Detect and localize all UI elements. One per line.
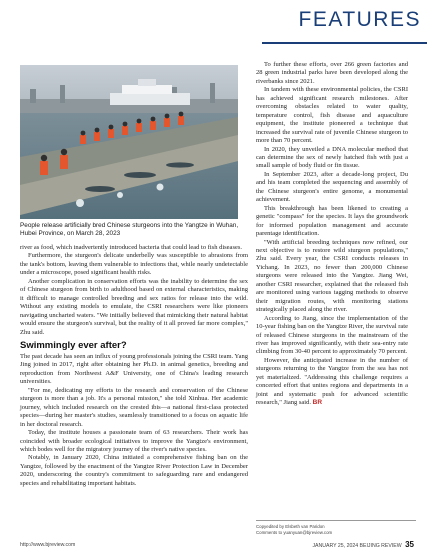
paragraph: The past decade has seen an influx of young professionals joining the CSRI team. Yang Jing joined in 2017, right after obtaining her Ph.D. in animal genetics, breeding and reproduction from Northwest A&F University, one of China's leading research universities. bbox=[20, 352, 248, 386]
page-number: 35 bbox=[405, 540, 414, 549]
comments-contact: Comments to yuanyuan@bjreview.com bbox=[256, 530, 333, 535]
photo-illustration bbox=[20, 65, 238, 219]
issue-label: JANUARY 25, 2024 BEIJING REVIEW bbox=[312, 543, 402, 549]
paragraph: Furthermore, the sturgeon's delicate underbelly was susceptible to abrasions from the tank's bottom, leaving them vulnerable to infections that, while nearly undetectable under a microscope, posed significant health risks. bbox=[20, 252, 248, 277]
article-column-left bbox=[20, 244, 248, 488]
paragraph: According to Jiang, since the implementation of the 10-year fishing ban on the Yangtze River, the survival rate of released Chinese sturgeons in the mainstream of the river has improved significantly, with their sea-entry rate climbing from 30-40 percent to approximately 70 percent. bbox=[256, 314, 408, 356]
paragraph: To further these efforts, over 266 green factories and 28 green industrial parks have been developed along the riverbanks since 2021. bbox=[256, 61, 408, 85]
section-title: FEATURES bbox=[298, 8, 421, 31]
paragraph: This breakthrough has been likened to creating a genetic "compass" for the species. It lays the groundwork for informed population management and accurate parentage identification. bbox=[256, 204, 408, 238]
paragraph: In 2020, they unveiled a DNA molecular method that can determine the sex of newly hatched fish with just a small sample of body fluid or fin tissue. bbox=[256, 145, 408, 170]
section-header-band bbox=[262, 0, 427, 44]
paragraph-text: However, the anticipated increase in the number of sturgeons returning to the Yangtze from the sea has not yet materialized. "Addressing this challenge requires a concerted effort that unites regions and departments in a joint and systematic push for advanced scientific research," Jiang said. bbox=[256, 356, 408, 407]
paragraph: Notably, in January 2020, China initiated a comprehensive fishing ban on the Yangtze, followed by the enactment of the Yangtze River Protection Law in December 2020, underscoring the country's commitment to safeguarding rare and endangered species and rehabilitating important habitats. bbox=[20, 454, 248, 487]
paragraph: Another complication in conservation efforts was the inability to determine the sex of Chinese sturgeon from birth to adulthood based on external characteristics, making it difficult to manage controlled breeding and sex ratios for release into the wild. Without any existing models to emulate, the CSRI researchers were like pioneers navigating uncharted waters. "We initially believed that mimicking their natural habitat would ensure the sturgeon's survival, but the reality of it all proved far more complex," Zhu said. bbox=[20, 277, 248, 336]
paragraph: river as food, which inadvertently introduced bacteria that could lead to fish diseases. bbox=[20, 244, 243, 251]
photo-caption: People release artificially bred Chinese sturgeons into the Yangtze in Wuhan, Hubei Province, on March 28, 2023 bbox=[20, 222, 239, 238]
footer-issue bbox=[312, 540, 414, 549]
copyeditor-credit: Copyedited by Elsbeth van Paridon bbox=[256, 524, 325, 529]
paragraph: "For me, dedicating my efforts to the research and conservation of the Chinese sturgeon is more than a job. It's a personal mission," she told Xinhua. Her academic journey, which included research on the crested ibis—a national first-class protected species—during her master's studies, seamlessly transitioned to a focus on aquatic life in her doctoral research. bbox=[20, 386, 248, 428]
end-mark: BR bbox=[312, 399, 323, 407]
paragraph: "With artificial breeding techniques now refined, our next objective is to restore wild sturgeon populations," Zhu said. Every year, the CSRI conducts releases in Yichang. In 2023, no fewer than 200,000 Chinese sturgeons were released into the Yangtze. Jiang Wei, another CSRI researcher, explained that the released fish are monitored using various tagging methods to observe their migration routes, with monitoring stations strategically placed along the river. bbox=[256, 238, 408, 314]
paragraph: Today, the institute houses a passionate team of 63 researchers. Their work has coincided with broader ecological initiatives to improve the Yangtze's environment, which bodes well for the migratory journey of the river's native species. bbox=[20, 429, 248, 453]
article-column-right bbox=[256, 61, 408, 408]
footer-url[interactable]: http://www.bjreview.com bbox=[20, 542, 76, 548]
article-photo bbox=[20, 65, 238, 219]
article-credits bbox=[256, 520, 416, 536]
paragraph: In tandem with these environmental policies, the CSRI has achieved significant research milestones. After overcoming obstacles related to water quality, temperature control, fish disease and aquaculture equipment, the institute pioneered a technique that increased the survival rate of juvenile Chinese sturgeon to more than 70 percent. bbox=[256, 86, 408, 145]
section-subheading: Swimmingly ever after? bbox=[20, 339, 127, 351]
paragraph-final bbox=[256, 357, 408, 408]
paragraph: In September 2023, after a decade-long project, Du and his team completed the sequencing and assembly of the Chinese sturgeon's entire genome, a monumental achievement. bbox=[256, 170, 408, 204]
